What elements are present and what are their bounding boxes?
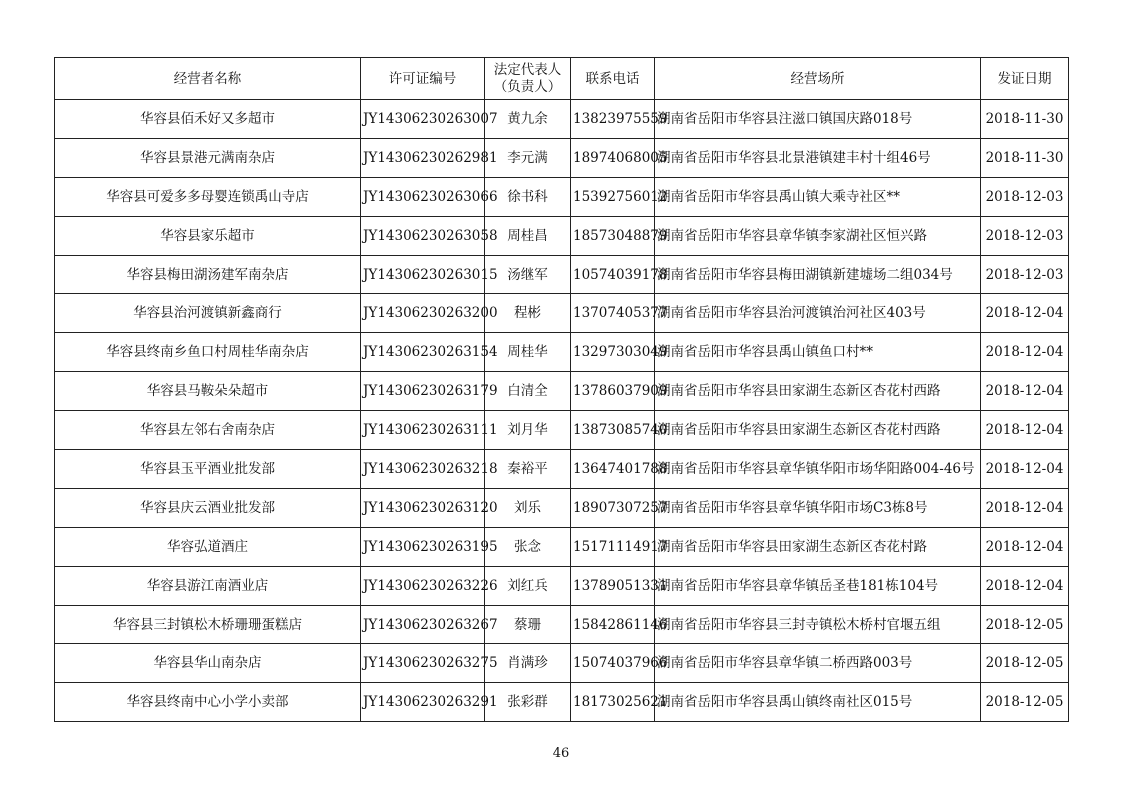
cell-address: 湖南省岳阳市华容县治河渡镇治河社区403号 (655, 294, 981, 333)
cell-address: 湖南省岳阳市华容县梅田湖镇新建墟场二组034号 (655, 255, 981, 294)
table-header-row (55, 58, 1069, 100)
cell-representative: 蔡珊 (485, 605, 571, 644)
header-representative-line2: （负责人） (493, 78, 562, 95)
cell-license-number: JY14306230262981 (361, 138, 485, 177)
cell-issue-date: 2018-12-04 (981, 527, 1069, 566)
cell-phone: 13786037909 (571, 372, 655, 411)
table-row (55, 177, 1069, 216)
cell-representative: 周桂昌 (485, 216, 571, 255)
cell-operator-name: 华容弘道酒庄 (55, 527, 361, 566)
cell-address: 湖南省岳阳市华容县田家湖生态新区杏花村西路 (655, 372, 981, 411)
cell-license-number: JY14306230263015 (361, 255, 485, 294)
cell-representative: 徐书科 (485, 177, 571, 216)
cell-address: 湖南省岳阳市华容县田家湖生态新区杏花村路 (655, 527, 981, 566)
cell-operator-name: 华容县马鞍朵朵超市 (55, 372, 361, 411)
page-number: 46 (552, 746, 570, 761)
cell-operator-name: 华容县玉平酒业批发部 (55, 450, 361, 489)
header-address: 经营场所 (655, 58, 981, 100)
cell-representative: 肖满珍 (485, 644, 571, 683)
cell-address: 湖南省岳阳市华容县章华镇李家湖社区恒兴路 (655, 216, 981, 255)
header-phone: 联系电话 (571, 58, 655, 100)
cell-representative: 张彩群 (485, 683, 571, 722)
cell-representative: 刘红兵 (485, 566, 571, 605)
cell-license-number: JY14306230263007 (361, 100, 485, 139)
cell-license-number: JY14306230263058 (361, 216, 485, 255)
cell-issue-date: 2018-12-04 (981, 333, 1069, 372)
cell-address: 湖南省岳阳市华容县禹山镇鱼口村** (655, 333, 981, 372)
cell-address: 湖南省岳阳市华容县禹山镇大乘寺社区** (655, 177, 981, 216)
cell-license-number: JY14306230263120 (361, 488, 485, 527)
table-row (55, 488, 1069, 527)
cell-license-number: JY14306230263200 (361, 294, 485, 333)
table-row (55, 411, 1069, 450)
cell-operator-name: 华容县家乐超市 (55, 216, 361, 255)
cell-phone: 15171114917 (571, 527, 655, 566)
table-row (55, 100, 1069, 139)
table-row (55, 683, 1069, 722)
cell-phone: 13707405377 (571, 294, 655, 333)
cell-operator-name: 华容县景港元满南杂店 (55, 138, 361, 177)
cell-address: 湖南省岳阳市华容县田家湖生态新区杏花村西路 (655, 411, 981, 450)
cell-address: 湖南省岳阳市华容县禹山镇终南社区015号 (655, 683, 981, 722)
cell-phone: 15842861146 (571, 605, 655, 644)
cell-representative: 周桂华 (485, 333, 571, 372)
cell-phone: 13873085740 (571, 411, 655, 450)
cell-license-number: JY14306230263218 (361, 450, 485, 489)
table-row (55, 527, 1069, 566)
cell-address: 湖南省岳阳市华容县北景港镇建丰村十组46号 (655, 138, 981, 177)
cell-phone: 18974068005 (571, 138, 655, 177)
cell-phone: 18907307257 (571, 488, 655, 527)
cell-representative: 刘乐 (485, 488, 571, 527)
cell-issue-date: 2018-12-03 (981, 255, 1069, 294)
cell-phone: 13297303049 (571, 333, 655, 372)
cell-issue-date: 2018-12-04 (981, 488, 1069, 527)
cell-address: 湖南省岳阳市华容县注滋口镇国庆路018号 (655, 100, 981, 139)
cell-operator-name: 华容县庆云酒业批发部 (55, 488, 361, 527)
cell-operator-name: 华容县可爱多多母婴连锁禹山寺店 (55, 177, 361, 216)
cell-license-number: JY14306230263195 (361, 527, 485, 566)
cell-phone: 15392756012 (571, 177, 655, 216)
cell-representative: 黄九余 (485, 100, 571, 139)
cell-license-number: JY14306230263226 (361, 566, 485, 605)
cell-license-number: JY14306230263066 (361, 177, 485, 216)
header-issue-date: 发证日期 (981, 58, 1069, 100)
header-license-number: 许可证编号 (361, 58, 485, 100)
cell-issue-date: 2018-12-05 (981, 683, 1069, 722)
cell-phone: 13823975559 (571, 100, 655, 139)
cell-issue-date: 2018-12-03 (981, 216, 1069, 255)
table-row (55, 216, 1069, 255)
cell-representative: 张念 (485, 527, 571, 566)
cell-operator-name: 华容县佰禾好又多超市 (55, 100, 361, 139)
header-representative-line1: 法定代表人 (493, 61, 562, 78)
table-row (55, 255, 1069, 294)
cell-issue-date: 2018-12-04 (981, 566, 1069, 605)
table-row (55, 566, 1069, 605)
cell-operator-name: 华容县华山南杂店 (55, 644, 361, 683)
cell-operator-name: 华容县梅田湖汤建军南杂店 (55, 255, 361, 294)
cell-license-number: JY14306230263267 (361, 605, 485, 644)
license-table (54, 57, 1069, 722)
cell-phone: 18173025621 (571, 683, 655, 722)
table-row (55, 605, 1069, 644)
cell-address: 湖南省岳阳市华容县章华镇华阳市场华阳路004-46号 (655, 450, 981, 489)
cell-representative: 程彬 (485, 294, 571, 333)
cell-phone: 13789051331 (571, 566, 655, 605)
cell-operator-name: 华容县终南中心小学小卖部 (55, 683, 361, 722)
cell-phone: 15074037966 (571, 644, 655, 683)
table-row (55, 138, 1069, 177)
cell-operator-name: 华容县三封镇松木桥珊珊蛋糕店 (55, 605, 361, 644)
cell-representative: 李元满 (485, 138, 571, 177)
cell-phone: 10574039178 (571, 255, 655, 294)
cell-issue-date: 2018-12-05 (981, 644, 1069, 683)
table-row (55, 333, 1069, 372)
cell-issue-date: 2018-12-04 (981, 450, 1069, 489)
cell-address: 湖南省岳阳市华容县章华镇二桥西路003号 (655, 644, 981, 683)
cell-issue-date: 2018-12-05 (981, 605, 1069, 644)
cell-address: 湖南省岳阳市华容县三封寺镇松木桥村官堰五组 (655, 605, 981, 644)
header-operator-name: 经营者名称 (55, 58, 361, 100)
table-row (55, 450, 1069, 489)
cell-representative: 汤继军 (485, 255, 571, 294)
cell-license-number: JY14306230263111 (361, 411, 485, 450)
cell-license-number: JY14306230263291 (361, 683, 485, 722)
table-row (55, 644, 1069, 683)
cell-license-number: JY14306230263275 (361, 644, 485, 683)
cell-operator-name: 华容县治河渡镇新鑫商行 (55, 294, 361, 333)
license-list-sheet (54, 57, 1068, 722)
cell-issue-date: 2018-11-30 (981, 138, 1069, 177)
table-row (55, 372, 1069, 411)
cell-address: 湖南省岳阳市华容县章华镇华阳市场C3栋8号 (655, 488, 981, 527)
header-legal-representative (485, 58, 571, 100)
cell-issue-date: 2018-12-03 (981, 177, 1069, 216)
cell-address: 湖南省岳阳市华容县章华镇岳圣巷181栋104号 (655, 566, 981, 605)
cell-issue-date: 2018-12-04 (981, 411, 1069, 450)
cell-operator-name: 华容县终南乡鱼口村周桂华南杂店 (55, 333, 361, 372)
cell-license-number: JY14306230263154 (361, 333, 485, 372)
cell-license-number: JY14306230263179 (361, 372, 485, 411)
cell-representative: 秦裕平 (485, 450, 571, 489)
cell-representative: 白清全 (485, 372, 571, 411)
cell-phone: 18573048879 (571, 216, 655, 255)
cell-issue-date: 2018-11-30 (981, 100, 1069, 139)
cell-representative: 刘月华 (485, 411, 571, 450)
cell-operator-name: 华容县左邻右舍南杂店 (55, 411, 361, 450)
cell-issue-date: 2018-12-04 (981, 372, 1069, 411)
cell-phone: 13647401788 (571, 450, 655, 489)
table-row (55, 294, 1069, 333)
cell-issue-date: 2018-12-04 (981, 294, 1069, 333)
cell-operator-name: 华容县游江南酒业店 (55, 566, 361, 605)
